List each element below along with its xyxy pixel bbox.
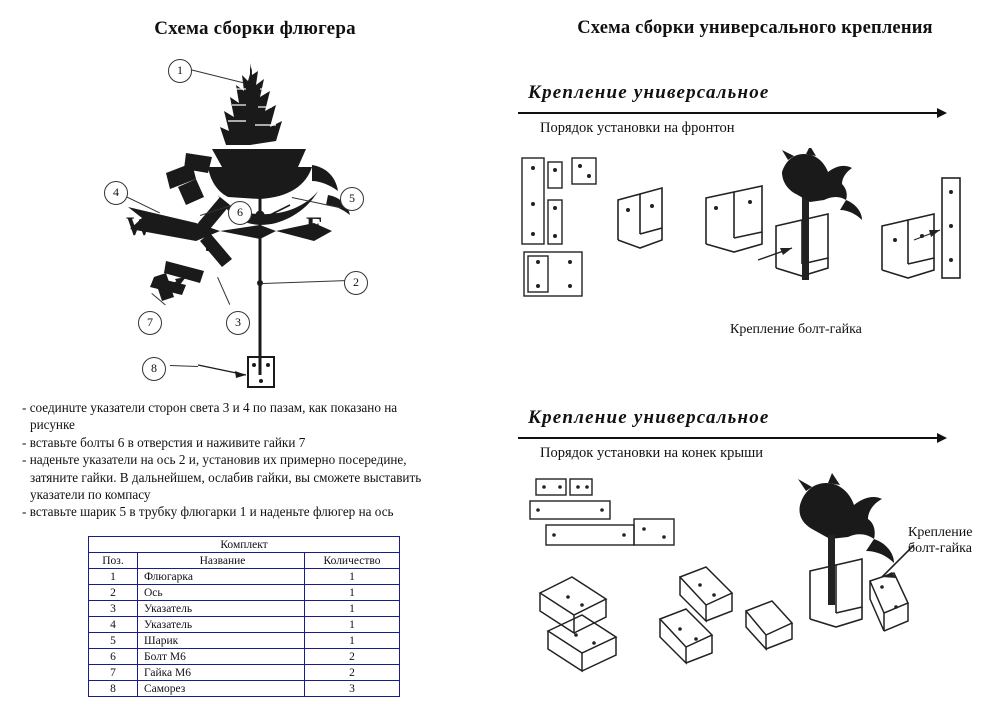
cell-name: Указатель: [138, 601, 305, 617]
heading-arrow-rule-2: [518, 437, 938, 439]
mount-heading-2: Крепление универсальное: [528, 407, 770, 428]
cell-qty: 1: [305, 569, 400, 585]
cell-name: Саморез: [138, 681, 305, 697]
cell-qty: 1: [305, 617, 400, 633]
table-row: [89, 617, 400, 633]
table-row: [89, 601, 400, 617]
cat-silhouette-1: [782, 148, 862, 220]
table-caption: Комплект: [89, 537, 400, 553]
instruction-line-6: указатели по компасу: [30, 487, 151, 503]
cell-pos: 6: [89, 649, 138, 665]
cell-name: Шарик: [138, 633, 305, 649]
table-row: [89, 633, 400, 649]
assembly-instructions: [22, 400, 482, 522]
heading-arrow-rule-1: [518, 112, 938, 114]
cell-name: Указатель: [138, 617, 305, 633]
compass-east-letter: E: [306, 212, 324, 241]
cell-pos: 4: [89, 617, 138, 633]
cell-name: Ось: [138, 585, 305, 601]
mount-subtitle-1: Порядок установки на фронтон: [540, 120, 735, 136]
callout-7: 7: [138, 311, 162, 335]
weathervane-diagram: [100, 45, 400, 395]
column-header-pos: Поз.: [89, 553, 138, 569]
cell-qty: 2: [305, 649, 400, 665]
instruction-line-4: - наденьте указатели на ось 2 и, установив их примерно посередине,: [22, 452, 407, 468]
callout-4: 4: [104, 181, 128, 205]
instruction-line-2: рисунке: [30, 417, 75, 433]
cell-pos: 5: [89, 633, 138, 649]
cell-qty: 1: [305, 601, 400, 617]
cell-pos: 7: [89, 665, 138, 681]
callout-5: 5: [340, 187, 364, 211]
cell-qty: 2: [305, 665, 400, 681]
table-row: [89, 665, 400, 681]
cell-pos: 3: [89, 601, 138, 617]
cat-silhouette-2: [798, 473, 894, 563]
mount-block-ridge: [510, 395, 1000, 695]
ridge-mount-illustration: [510, 473, 1000, 688]
cell-name: Гайка М6: [138, 665, 305, 681]
cell-name: Болт М6: [138, 649, 305, 665]
cell-qty: 1: [305, 585, 400, 601]
table-caption-row: [89, 537, 400, 553]
callout-2: 2: [344, 271, 368, 295]
mount-subtitle-2: Порядок установки на конек крыши: [540, 445, 764, 461]
mount-block-gable: [510, 70, 1000, 360]
cell-pos: 8: [89, 681, 138, 697]
column-header-name: Название: [138, 553, 305, 569]
table-header-row: [89, 553, 400, 569]
callout-6: 6: [228, 201, 252, 225]
column-header-qty: Количество: [305, 553, 400, 569]
table-row: [89, 649, 400, 665]
instruction-line-5: затяните гайки. В дальнейшем, ослабив гайки, вы сможете выставить: [30, 469, 422, 485]
cell-pos: 2: [89, 585, 138, 601]
cell-pos: 1: [89, 569, 138, 585]
table-row: [89, 569, 400, 585]
instruction-line-7: - вставьте шарик 5 в трубку флюгарки 1 и наденьте флюгер на ось: [22, 504, 394, 520]
callout-3: 3: [226, 311, 250, 335]
cell-name: Флюгарка: [138, 569, 305, 585]
instruction-line-3: - вставьте болты 6 в отверстия и наживите гайки 7: [22, 434, 306, 450]
parts-table: [88, 536, 400, 697]
table-row: [89, 585, 400, 601]
cell-qty: 1: [305, 633, 400, 649]
callout-1: 1: [168, 59, 192, 83]
bolt-nut-label-2-line1: Крепление: [908, 525, 973, 540]
callout-8: 8: [142, 357, 166, 381]
compass-west-letter: W: [126, 212, 152, 241]
weathervane-illustration: [100, 45, 400, 395]
mount-heading-1: Крепление универсальное: [528, 82, 770, 103]
instruction-line-1: - соединuте указатели сторон света 3 и 4 по пазам, как показано на: [22, 400, 398, 415]
page-title-left: Схема сборки флюгера: [154, 18, 356, 39]
bolt-nut-label-1: Крепление болт-гайка: [730, 322, 862, 337]
page-title-right: Схема сборки универсального крепления: [577, 18, 933, 38]
table-row: [89, 681, 400, 697]
universal-mount-panel: [500, 0, 1000, 711]
bolt-nut-label-2: [908, 525, 1000, 557]
bolt-nut-label-2-line2: болт-гайка: [908, 541, 972, 556]
cell-qty: 3: [305, 681, 400, 697]
